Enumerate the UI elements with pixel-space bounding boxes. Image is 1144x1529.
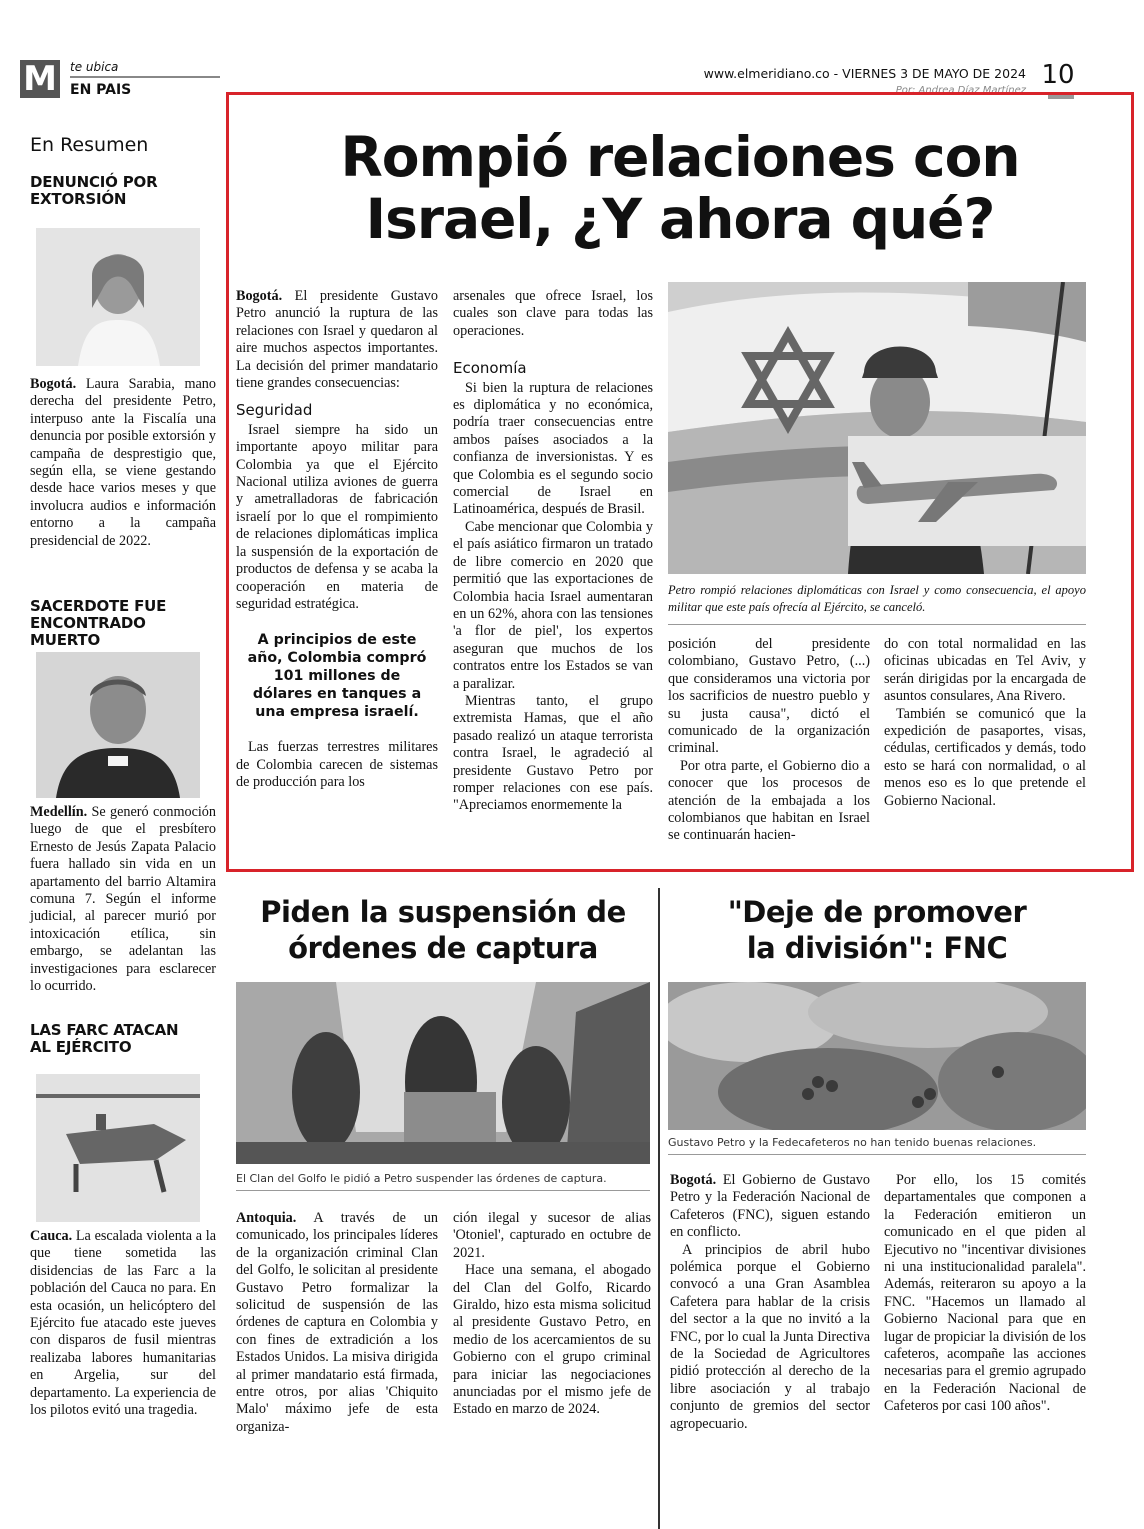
main-col-1: [236, 288, 438, 792]
main-lead: Bogotá.: [236, 288, 283, 304]
main-photo-caption: Petro rompió relaciones diplomáticas con Israel y como consecuencia, el apoyo militar que este país ofrecía al Ejército, se canceló.: [668, 583, 1086, 614]
byline: Por: Andrea Díaz Martínez: [895, 85, 1026, 96]
sidebar-body-3: La escalada violenta a la que tiene sometida las disidencias de las Farc a la población del Cauca no para. En esta ocasión, un helicóptero del Ejército fue atacado este jueves con disparos de fusil mientras realizaba labores humanitarias en Argelia, sur del departamento. La experiencia de los pilotos evitó una tragedia.: [30, 1228, 216, 1419]
main-col2-p1: arsenales que ofrece Israel, los cuales son clave para todas las operaciones.: [453, 288, 653, 339]
column-divider: [658, 888, 660, 1529]
main-col4-p2: También se comunicó que la expedición de pasaportes, visas, cédulas, certificados y demás, todo esto se hará con normalidad, o al menos eso es lo que pretende el Gobierno Nacional.: [884, 705, 1086, 809]
sidebar-body-1: Laura Sarabia, mano derecha del presidente Petro, interpuso ante la Fiscalía una denuncia por posible extorsión y campaña de desprestigio que, según ella, se viene gestando desde hace varios meses y que involucra audios e información entorno a la campaña presidencial de 2022.: [30, 376, 216, 549]
sidebar-heading-3: LAS FARC ATACAN AL EJÉRCITO: [30, 1021, 179, 1056]
page-number: 10: [1041, 60, 1075, 90]
main-col1-p1: El presidente Gustavo Petro anunció la ruptura de las relaciones con Israel y quedaron al aire muchos aspectos importantes. La decisión del primer mandatario tiene grandes consecuencias:: [236, 288, 438, 392]
pull-quote: A principios de este año, Colombia compró 101 millones de dólares en tanques a una empresa israelí.: [247, 632, 427, 721]
site-and-date: www.elmeridiano.co - VIERNES 3 DE MAYO DE 2024: [703, 66, 1026, 81]
main-col-4: [884, 636, 1086, 810]
right-col1-p1: El Gobierno de Gustavo Petro y la Federación Nacional de Cafeteros (FNC), siguen estando en conflicto.: [670, 1172, 870, 1241]
main-headline-line-2: Israel, ¿Y ahora qué?: [365, 187, 995, 251]
sidebar-text-3: [30, 1228, 216, 1419]
main-col-3: [668, 636, 870, 845]
left-caption-rule: [236, 1190, 650, 1191]
left-article-caption: El Clan del Golfo le pidió a Petro suspender las órdenes de captura.: [236, 1172, 607, 1185]
sidebar-photo-3: [36, 1074, 200, 1222]
right-col1-p2: A principios de abril hubo polémica porque el Gobierno convocó a una Gran Asamblea Cafetera para hablar de la crisis del sector a la que no invitó a la FNC, por lo cual la Junta Directiva de la Sociedad de Agricultores pidió protección al derecho de la libre asociación y al trabajo conjunto de gremios del sector agropecuario.: [670, 1241, 870, 1432]
left-col2-p1: ción ilegal y sucesor de alias 'Otoniel', capturado en octubre de 2021.: [453, 1210, 651, 1261]
main-col2-p3: Cabe mencionar que Colombia y el país asiático firmaron un tratado de libre comercio en 2020 que permitió que las exportaciones de Colombia hacia Israel aumentaran en un 62%, ahora con las tensiones 'a flor de piel', los expertos aseguran que muchos de los contratos entre los Estados se van a paralizar.: [453, 518, 653, 692]
section-name: EN PAIS: [70, 82, 132, 98]
right-caption-rule: [668, 1154, 1086, 1155]
left-col1-p1: A través de un comunicado, los principales líderes de la organización criminal Clan del Golfo, le solicitan al presidente Gustavo Petro formalizar la solicitud de suspensión de las órdenes de captura en Colombia y con fines de extradición a los Estados Unidos. La misiva dirigida al primer mandatario está firmada, entre otros, por alias 'Chiquito Malo' máximo jefe de esta organiza-: [236, 1210, 438, 1435]
sidebar-photo-1: [36, 228, 200, 366]
sidebar-heading-1: DENUNCIÓ POR EXTORSIÓN: [30, 173, 158, 208]
main-photo: [668, 282, 1086, 574]
sidebar-title: En Resumen: [30, 134, 149, 156]
left-article-photo: [236, 982, 650, 1164]
subhead-economy: Economía: [453, 359, 527, 378]
right-headline-line-2: la división": FNC: [746, 931, 1008, 965]
left-article-headline: [236, 894, 650, 966]
right-article-photo: [668, 982, 1086, 1130]
masthead-logo: [20, 60, 60, 98]
right-article-caption: Gustavo Petro y la Fedecafeteros no han tenido buenas relaciones.: [668, 1136, 1037, 1149]
main-photo-caption-rule: [668, 624, 1086, 625]
right-article-headline: [668, 894, 1086, 966]
sidebar-body-2: Se generó conmoción luego de que el presbítero Ernesto de Jesús Zapata Palacio fuera hallado sin vida en un apartamento del barrio Altamira comuna 7. Según el informe judicial, al parecer murió por intoxicación etílica, sin embargo, se adelantan las investigaciones para esclarecer lo ocurrido.: [30, 804, 216, 995]
sidebar-text-1: [30, 376, 216, 550]
right-col-2: [884, 1172, 1086, 1416]
main-col2-p2: Si bien la ruptura de relaciones es diplomática y no económica, podría traer consecuencias entre ambos países asociados a la confianza de inversionistas. Y es que Colombia es el segundo socio comercial de Israel en Latinoamérica, después de Brasil.: [453, 379, 653, 518]
left-headline-line-2: órdenes de captura: [288, 931, 598, 965]
sidebar-place-3: Cauca.: [30, 1228, 73, 1244]
main-headline-line-1: Rompió relaciones con: [340, 125, 1020, 189]
left-headline-line-1: Piden la suspensión de: [260, 895, 626, 929]
logo-letter: M: [23, 59, 57, 99]
subhead-security: Seguridad: [236, 401, 313, 420]
main-col4-p1: do con total normalidad en las oficinas ubicadas en Tel Aviv, y serán dirigidas por la encargada de asuntos consulares, Ana Rivero.: [884, 636, 1086, 705]
sidebar-place-1: Bogotá.: [30, 376, 77, 392]
right-lead: Bogotá.: [670, 1172, 717, 1188]
sidebar: [20, 110, 218, 1529]
left-col2-p2: Hace una semana, el abogado del Clan del Golfo, Ricardo Giraldo, hizo esta misma solicitud al presidente Gustavo Petro, en medio de los acercamientos de su Gobierno con el grupo criminal para iniciar las negociaciones anunciadas por el mismo jefe de Estado en marzo de 2024.: [453, 1262, 651, 1418]
left-lead: Antoquia.: [236, 1210, 297, 1226]
right-col-1: [670, 1172, 870, 1433]
sidebar-text-2: [30, 804, 216, 995]
main-col1-p2: Israel siempre ha sido un importante apoyo militar para Colombia ya que el Ejército Nacional utiliza aviones de guerra y ametralladoras de fabricación israelí por lo que el rompimiento de relaciones diplomáticas implica la suspensión de la exportación de productos de defensa y se acaba la cooperación en materia de seguridad estratégica.: [236, 421, 438, 612]
left-col-1: [236, 1210, 438, 1436]
section-kicker: te ubica: [70, 60, 119, 74]
main-col3-p2: Por otra parte, el Gobierno dio a conocer que los procesos de atención de la embajada a los colombianos que habitan en Israel se continuarán hacien-: [668, 757, 870, 844]
main-col3-p1: posición del presidente colombiano, Gustavo Petro, (...) que consideramos una victoria por los sacrificios de nuestro pueblo y su justa causa", dictó el comunicado de la organización criminal.: [668, 636, 870, 757]
main-col-2: [453, 288, 653, 815]
left-col-2: [453, 1210, 651, 1419]
sidebar-photo-2: [36, 652, 200, 798]
section-rule: [70, 76, 220, 78]
sidebar-place-2: Medellín.: [30, 804, 88, 820]
right-headline-line-1: "Deje de promover: [727, 895, 1027, 929]
sidebar-heading-2: SACERDOTE FUE ENCONTRADO MUERTO: [30, 597, 167, 649]
right-col2-p1: Por ello, los 15 comités departamentales que componen a la Federación emitieron un comunicado en el que piden al Ejecutivo no "incentivar divisiones ni una institucionalidad paralela". Además, reiteraron su apoyo a la FNC. "Hacemos un llamado al Gobierno Nacional para que en lugar de propiciar la división de los cafeteros, acompañe las acciones necesarias para el gremio agrupado en la Federación Nacional de Cafeteros por casi 100 años".: [884, 1172, 1086, 1415]
main-col1-p3: Las fuerzas terrestres militares de Colombia carecen de sistemas de producción para los: [236, 739, 438, 791]
main-col2-p4: Mientras tanto, el grupo extremista Hamas, que el año pasado realizó un ataque terrorista contra Israel, le agradeció al presidente Gustavo Petro por romper relaciones con ese país. "Apreciamos enormemente la: [453, 692, 653, 814]
main-headline: [232, 126, 1128, 250]
